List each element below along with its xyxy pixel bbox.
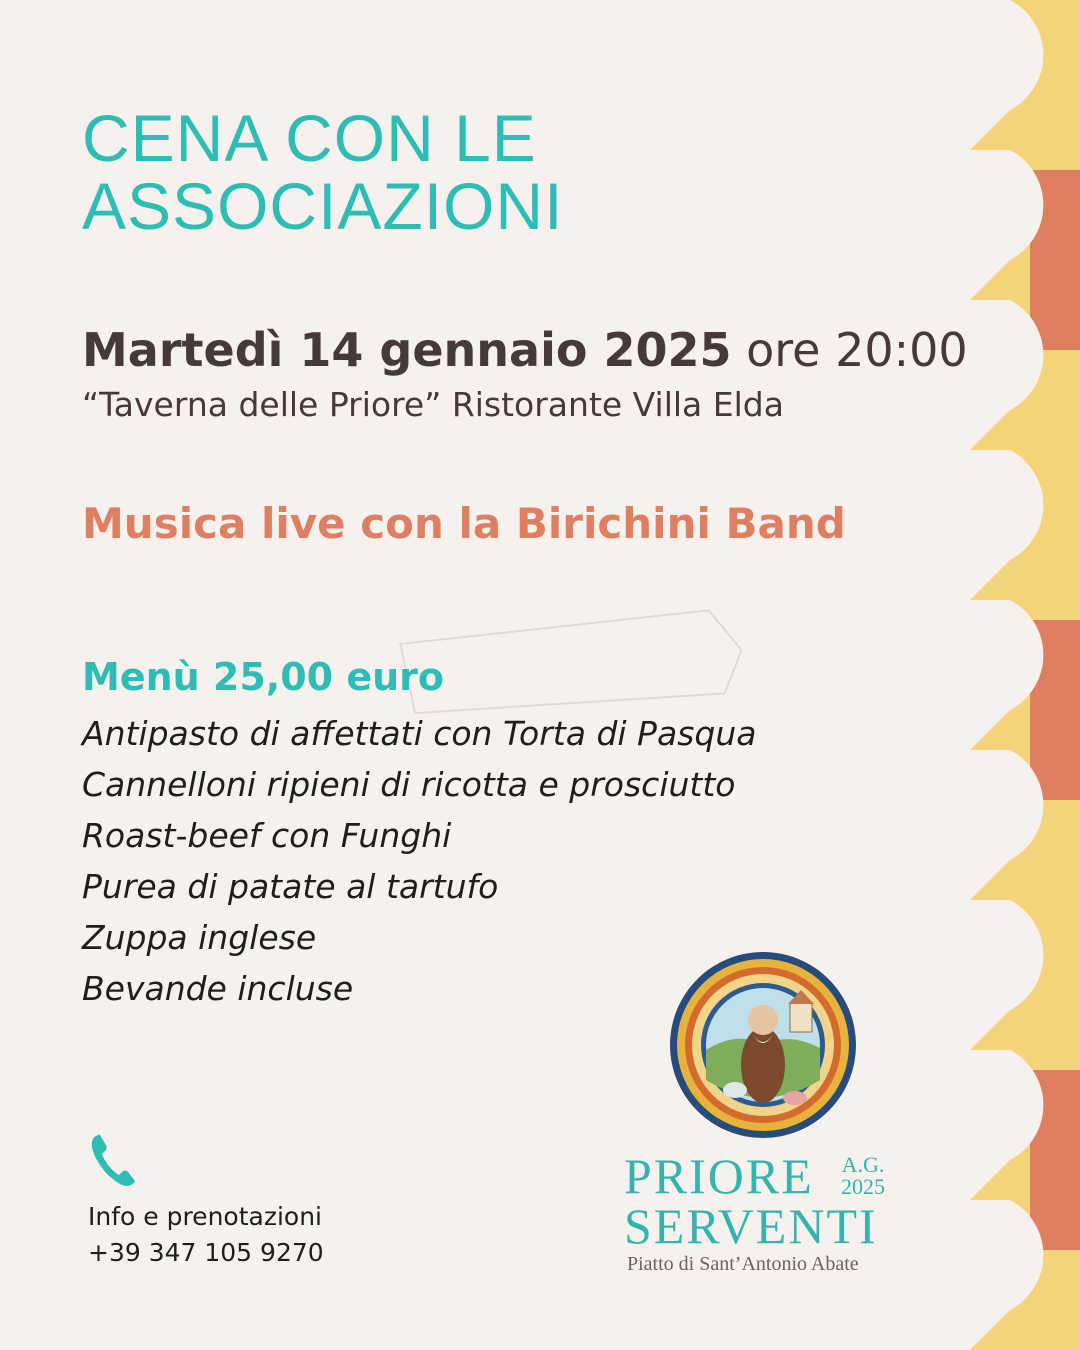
live-music-line: Musica live con la Birichini Band <box>82 499 846 548</box>
logo-serventi: SERVENTI <box>624 1198 878 1254</box>
menu-item: Purea di patate al tartufo <box>82 867 499 906</box>
logo-subtitle: Piatto di Sant’Antonio Abate <box>627 1253 859 1275</box>
event-title <box>82 101 564 243</box>
event-date: Martedì 14 gennaio 2025 <box>82 323 732 377</box>
menu-heading: Menù 25,00 euro <box>82 655 445 699</box>
menu-item: Cannelloni ripieni di ricotta e prosciutto <box>82 765 736 804</box>
info-label: Info e prenotazioni <box>88 1202 322 1231</box>
event-date-time <box>82 322 968 378</box>
menu-item: Bevande incluse <box>82 969 354 1008</box>
menu-list <box>82 708 756 1014</box>
menu-item: Antipasto di affettati con Torta di Pasqua <box>82 714 757 753</box>
event-venue: “Taverna delle Priore” Ristorante Villa Elda <box>82 385 784 424</box>
logo-ag-year <box>830 1154 896 1198</box>
scalloped-border-decoration <box>970 0 1080 1350</box>
event-title-line2: ASSOCIAZIONI <box>82 169 564 243</box>
menu-item: Roast-beef con Funghi <box>82 816 452 855</box>
event-time: ore 20:00 <box>746 323 968 377</box>
logo-year: 2025 <box>841 1174 885 1199</box>
ceramic-plate-image <box>668 950 858 1140</box>
logo-priore: PRIORE <box>624 1148 814 1204</box>
phone-icon <box>88 1132 138 1188</box>
logo-ag: A.G. <box>841 1152 885 1177</box>
info-phone-number[interactable]: +39 347 105 9270 <box>88 1238 324 1267</box>
event-title-line1: CENA CON LE <box>82 101 537 175</box>
menu-item: Zuppa inglese <box>82 918 317 957</box>
